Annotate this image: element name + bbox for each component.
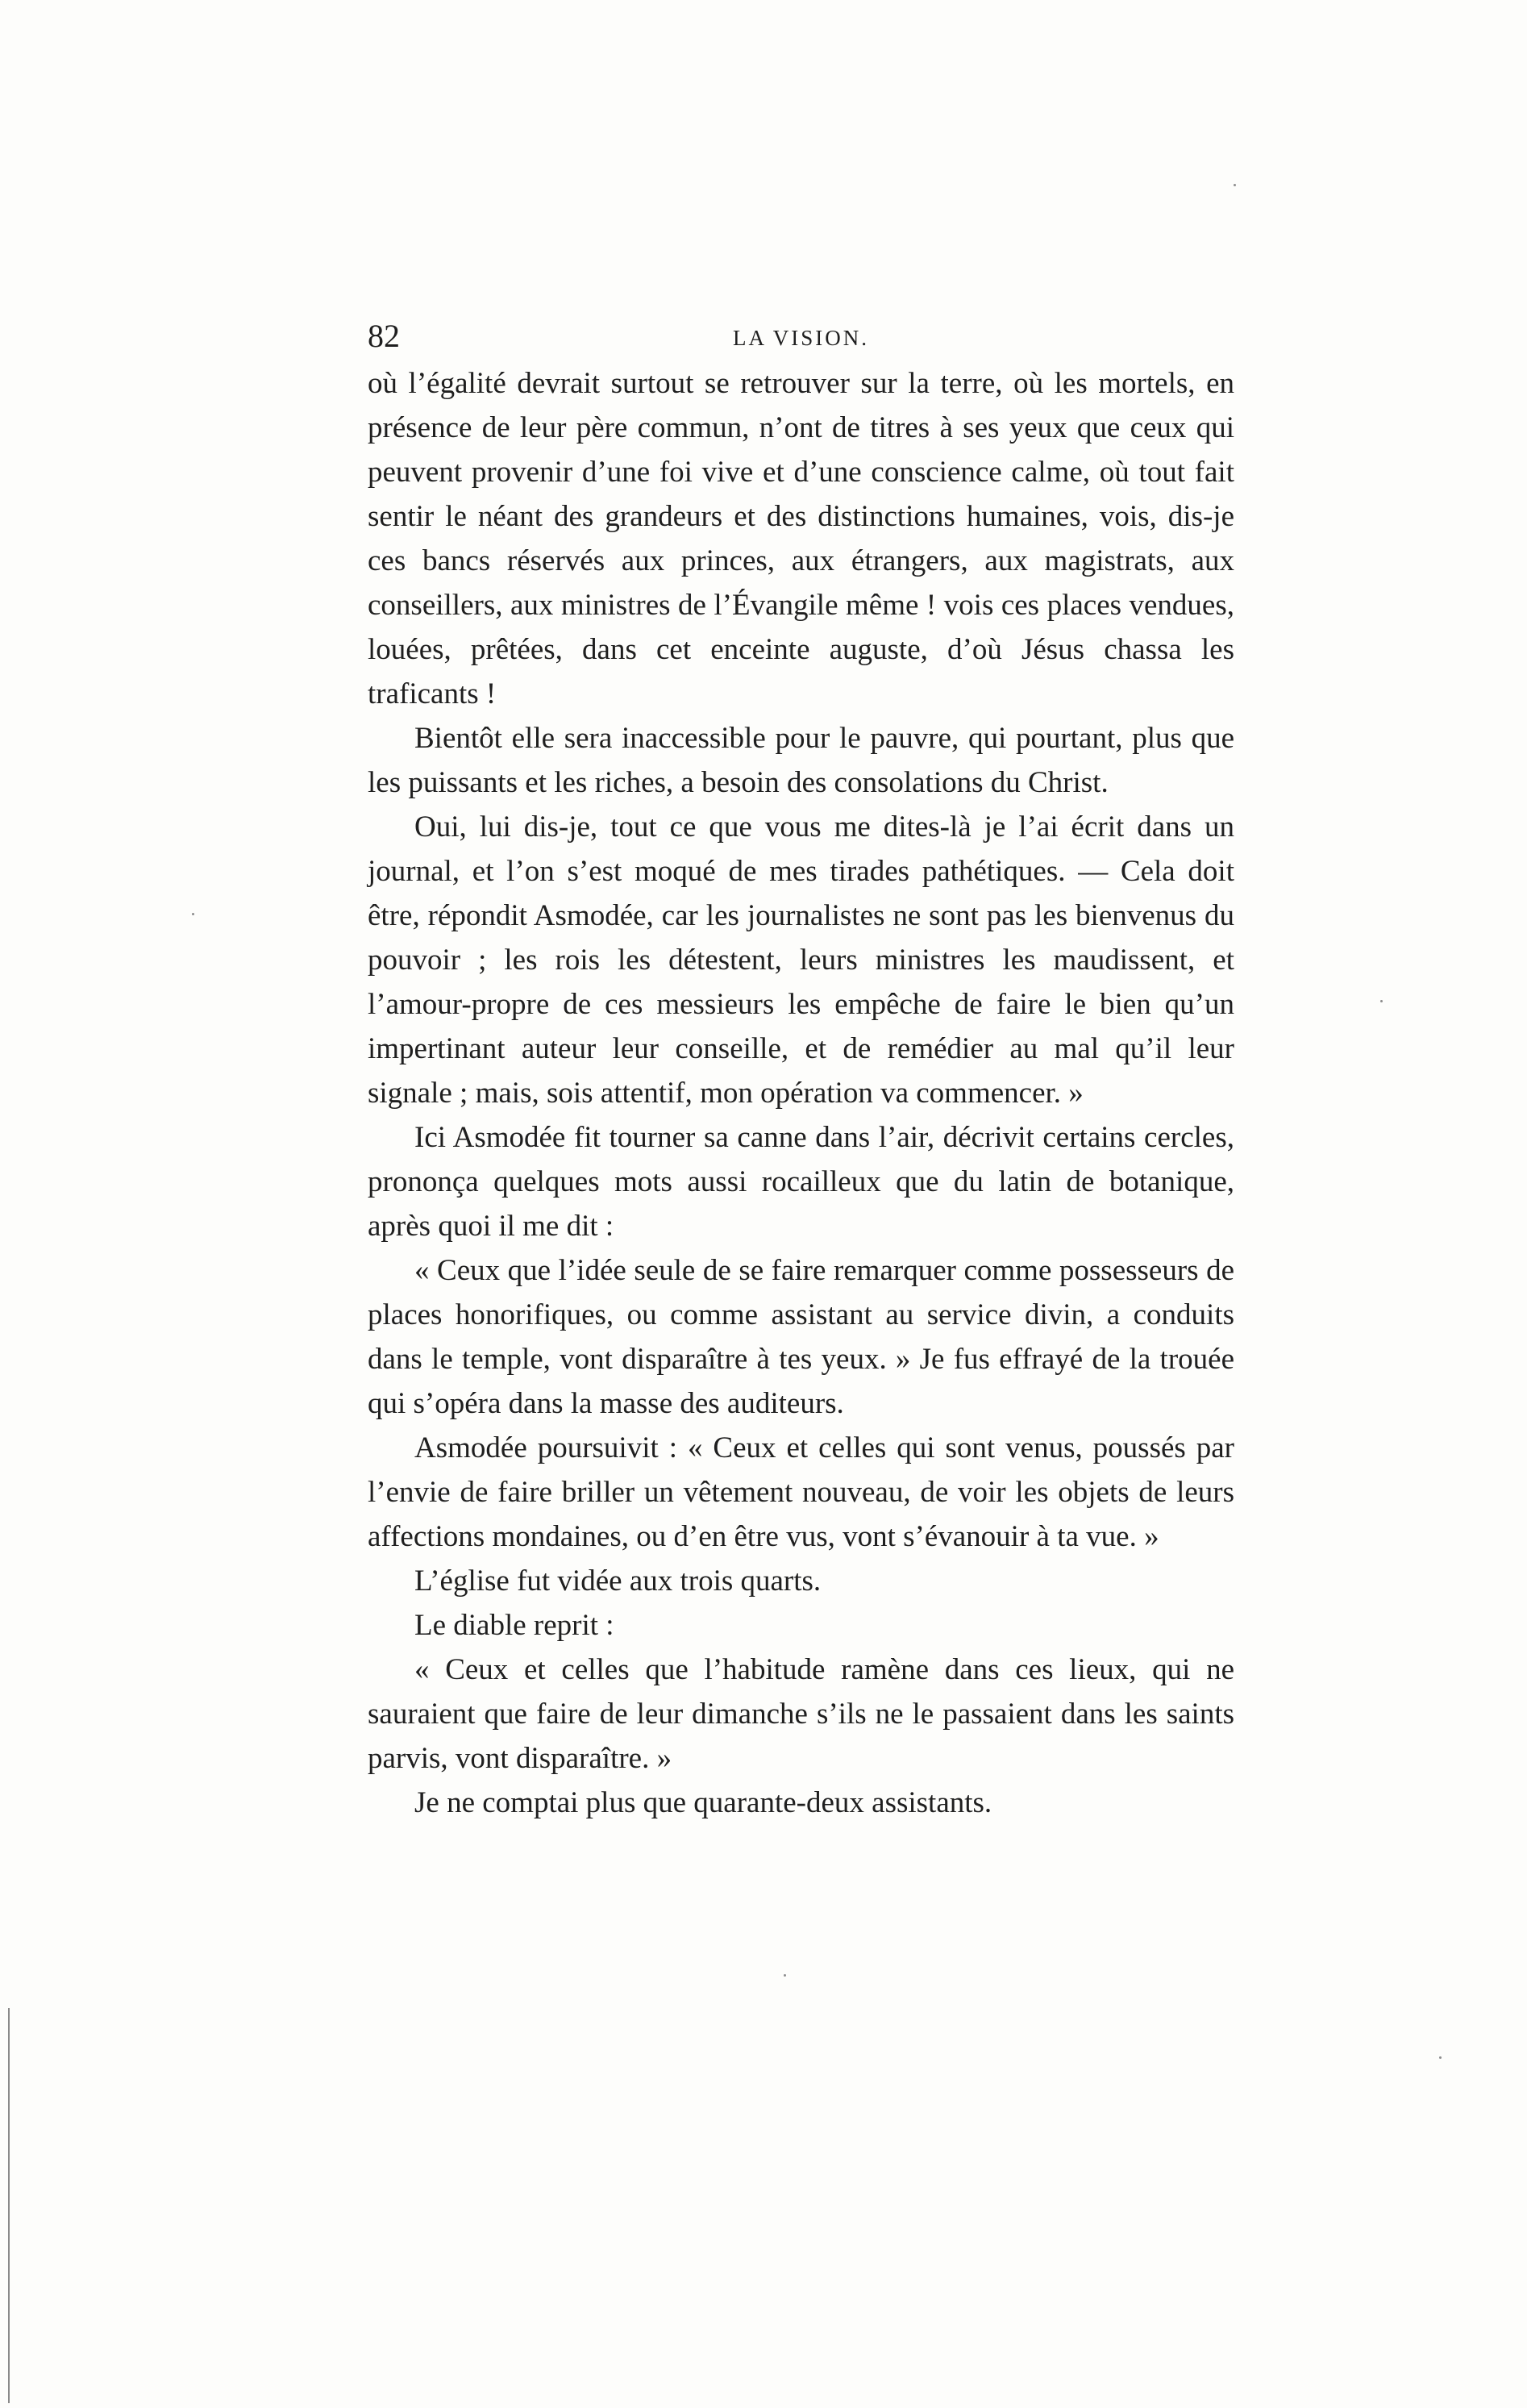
page-number: 82	[368, 318, 400, 354]
paper-speck	[1234, 184, 1236, 186]
paragraph-10: Je ne comptai plus que quarante-deux assistants.	[414, 1786, 992, 1819]
scan-edge-line	[8, 2008, 10, 2403]
paragraph-9: « Ceux et celles que l’habitude ramène dans ces lieux, qui ne sauraient que faire de leur dimanche s’ils ne le passaient dans les saints parvis, vont disparaître. »	[368, 1653, 1234, 1775]
body-text	[368, 361, 1234, 1825]
paragraph-5: « Ceux que l’idée seule de se faire remarquer comme possesseurs de places honorifiques, ou comme assistant au service divin, a conduits dans le temple, vont disparaître à tes yeux. » Je fus effrayé de la trouée qui s’opéra dans la masse des auditeurs.	[368, 1254, 1234, 1420]
paragraph-1: où l’égalité devrait surtout se retrouver sur la terre, où les mortels, en présence de leur père commun, n’ont de titres à ses yeux que ceux qui peuvent provenir d’une foi vive et d’une conscience calme, où tout fait sentir le néant des grandeurs et des distinctions humaines, vois, dis-je ces bancs réservés aux princes, aux étrangers, aux magistrats, aux conseillers, aux ministres de l’Évangile même ! vois ces places vendues, louées, prêtées, dans cet enceinte auguste, d’où Jésus chassa les traficants !	[368, 367, 1234, 710]
paragraph-8: Le diable reprit :	[414, 1609, 614, 1642]
paragraph-7: L’église fut vidée aux trois quarts.	[414, 1564, 822, 1598]
paper-speck	[1380, 1000, 1383, 1002]
running-title: LA VISION.	[732, 326, 869, 350]
paragraph-3: Oui, lui dis-je, tout ce que vous me dites-là je l’ai écrit dans un journal, et l’on s’est moqué de mes tirades pathétiques. — Cela doit être, répondit Asmodée, car les journalistes ne sont pas les bienvenus du pouvoir ; les rois les détestent, leurs ministres les maudissent, et l’amour-propre de ces messieurs les empêche de faire le bien qu’un impertinant auteur leur conseille, et de remédier au mal qu’il leur signale ; mais, sois attentif, mon opération va commencer. »	[368, 810, 1234, 1110]
paragraph-6: Asmodée poursuivit : « Ceux et celles qui sont venus, poussés par l’envie de faire briller un vêtement nouveau, de voir les objets de leurs affections mondaines, ou d’en être vus, vont s’évanouir à ta vue. »	[368, 1431, 1234, 1553]
page-header	[368, 316, 1234, 356]
paper-speck	[192, 913, 194, 915]
paragraph-2: Bientôt elle sera inaccessible pour le pauvre, qui pourtant, plus que les puissants et les riches, a besoin des consolations du Christ.	[368, 722, 1234, 799]
paper-speck	[1439, 2056, 1442, 2059]
paper-speck	[784, 1974, 786, 1977]
paragraph-4: Ici Asmodée fit tourner sa canne dans l’air, décrivit certains cercles, prononça quelques mots aussi rocailleux que du latin de botanique, après quoi il me dit :	[368, 1121, 1234, 1243]
